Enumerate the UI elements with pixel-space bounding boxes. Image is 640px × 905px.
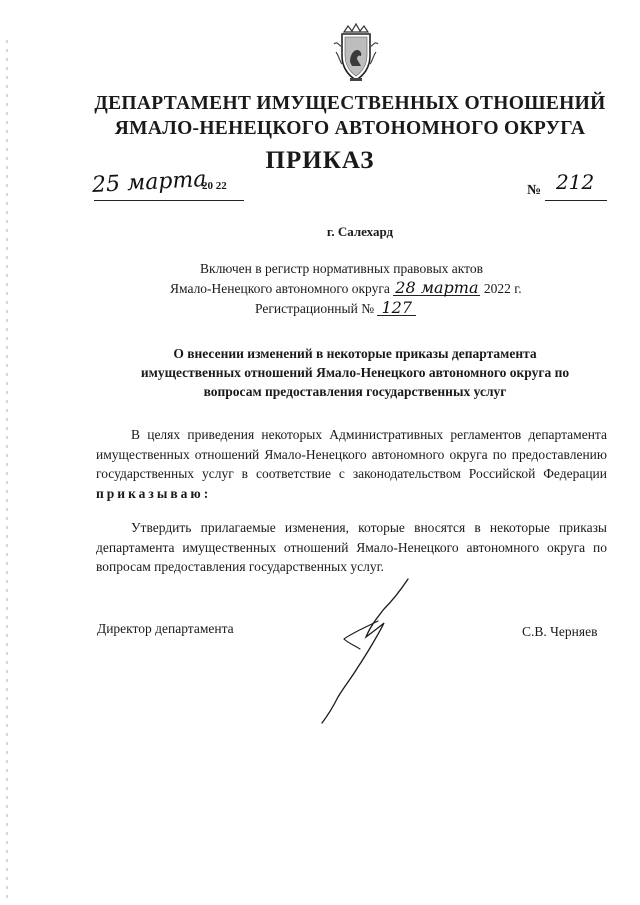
signer-title: Директор департамента — [97, 621, 234, 636]
registry-region-text: Ямало-Ненецкого автономного округа — [170, 281, 390, 296]
registry-stamp-line-1: Включен в регистр нормативных правовых актов — [200, 261, 484, 276]
registry-number-label: Регистрационный № — [255, 301, 375, 316]
registry-stamp-line-3 — [255, 298, 625, 317]
subject-line-2: имущественных отношений Ямало-Ненецкого автономного округа по — [140, 365, 570, 380]
city-name: г. Салехард — [326, 224, 394, 239]
order-subject-heading — [95, 344, 615, 401]
handwritten-order-number: 212 — [556, 170, 595, 194]
subject-line-1: О внесении изменений в некоторые приказы департамента — [173, 346, 537, 361]
order-keyword: приказываю: — [96, 485, 212, 501]
preamble-paragraph — [96, 425, 607, 503]
department-title-line-1: ДЕПАРТАМЕНТ ИМУЩЕСТВЕННЫХ ОТНОШЕНИЙ — [94, 93, 606, 114]
number-label: № — [527, 183, 542, 198]
registry-year-text: 2022 г. — [483, 281, 522, 296]
registry-handwritten-number: 127 — [377, 301, 416, 316]
resolution-paragraph: Утвердить прилагаемые изменения, которые вносятся в некоторые приказы департамента имущественных отношений Ямало-Ненецкого автономного округа по вопросам предоставления государственных услуг. — [96, 520, 607, 574]
department-title-line-2: ЯМАЛО-НЕНЕЦКОГО АВТОНОМНОГО ОКРУГА — [114, 118, 586, 139]
coat-of-arms-emblem — [330, 22, 382, 84]
handwritten-signature — [300, 575, 440, 725]
document-type-title: ПРИКАЗ — [265, 147, 375, 174]
number-underline — [545, 200, 607, 201]
date-year-suffix: 20 22 — [202, 180, 227, 192]
registry-stamp-line-2 — [170, 278, 540, 297]
handwritten-date: 25 марта — [91, 167, 207, 198]
signer-name: С.В. Черняев — [522, 624, 598, 639]
subject-line-3: вопросам предоставления государственных услуг — [203, 384, 507, 399]
date-underline — [94, 200, 244, 201]
registry-handwritten-date: 28 марта — [395, 278, 479, 297]
preamble-text: В целях приведения некоторых Административных регламентов департамента имущественных отношений Ямало-Ненецкого автономного округа по предоставлению государственных услуг в соответствие с законодательством Российской Федерации — [96, 427, 607, 481]
